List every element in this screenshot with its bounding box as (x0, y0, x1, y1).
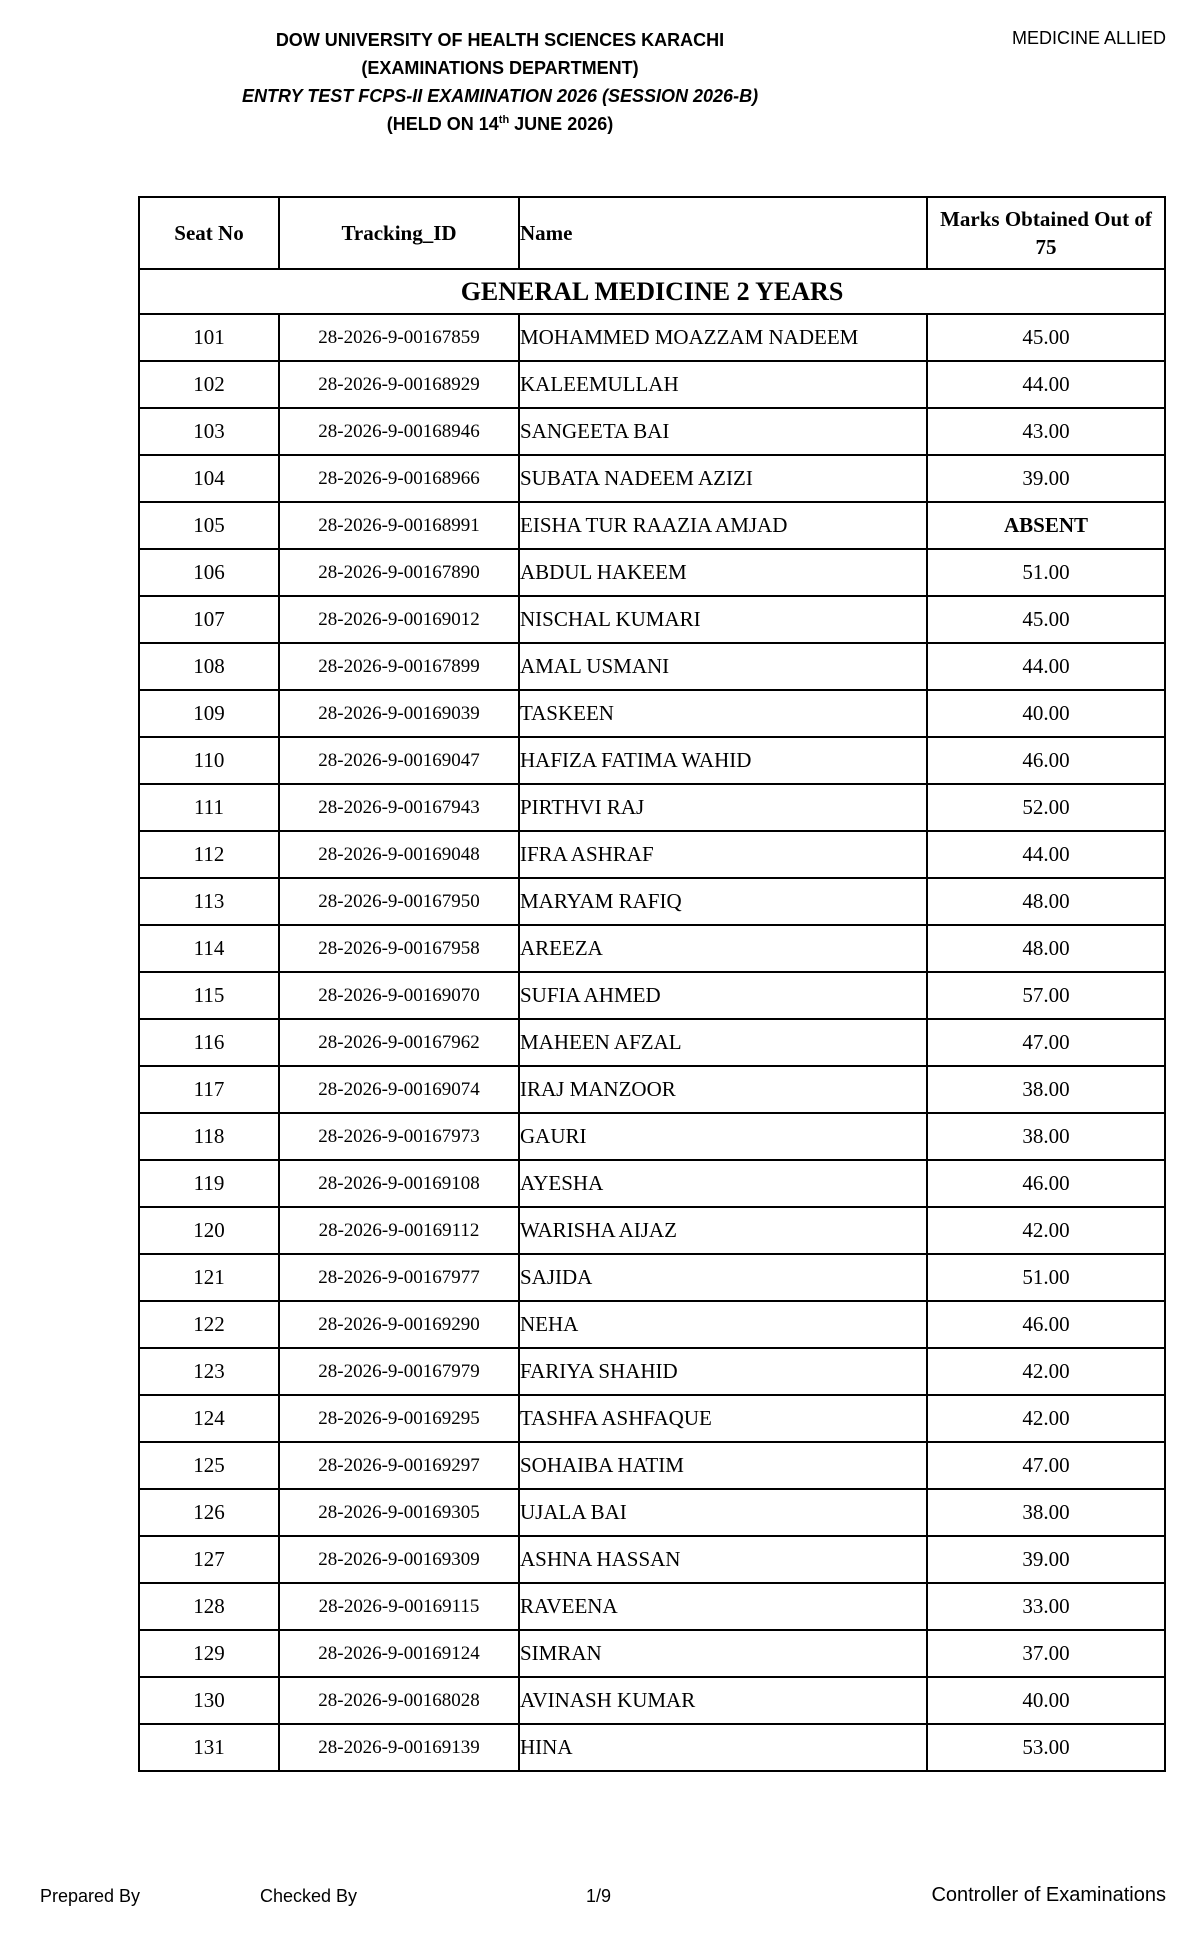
table-row (139, 455, 1165, 502)
table-row (139, 1677, 1165, 1724)
tracking-id-cell: 28-2026-9-00169139 (279, 1724, 519, 1771)
table-row (139, 361, 1165, 408)
column-header-tracking-id: Tracking_ID (279, 197, 519, 269)
marks-cell: 46.00 (927, 737, 1165, 784)
table-row (139, 878, 1165, 925)
seat-no-cell: 106 (139, 549, 279, 596)
table-row (139, 1254, 1165, 1301)
tracking-id-cell: 28-2026-9-00167977 (279, 1254, 519, 1301)
tracking-id-cell: 28-2026-9-00168966 (279, 455, 519, 502)
seat-no-cell: 103 (139, 408, 279, 455)
marks-cell: 42.00 (927, 1395, 1165, 1442)
name-cell: KALEEMULLAH (519, 361, 927, 408)
table-row (139, 737, 1165, 784)
table-row (139, 1395, 1165, 1442)
tracking-id-cell: 28-2026-9-00167943 (279, 784, 519, 831)
tracking-id-cell: 28-2026-9-00168028 (279, 1677, 519, 1724)
page-number: 1/9 (586, 1886, 612, 1906)
seat-no-cell: 123 (139, 1348, 279, 1395)
tracking-id-cell: 28-2026-9-00169309 (279, 1536, 519, 1583)
tracking-id-cell: 28-2026-9-00167958 (279, 925, 519, 972)
marks-cell: 51.00 (927, 549, 1165, 596)
marks-cell: 47.00 (927, 1019, 1165, 1066)
seat-no-cell: 112 (139, 831, 279, 878)
tracking-id-cell: 28-2026-9-00168929 (279, 361, 519, 408)
marks-cell: 39.00 (927, 1536, 1165, 1583)
marks-cell: 45.00 (927, 596, 1165, 643)
marks-cell: 47.00 (927, 1442, 1165, 1489)
name-cell: NEHA (519, 1301, 927, 1348)
table-row (139, 690, 1165, 737)
marks-cell: 33.00 (927, 1583, 1165, 1630)
tracking-id-cell: 28-2026-9-00169297 (279, 1442, 519, 1489)
seat-no-cell: 107 (139, 596, 279, 643)
name-cell: AMAL USMANI (519, 643, 927, 690)
seat-no-cell: 129 (139, 1630, 279, 1677)
tracking-id-cell: 28-2026-9-00167950 (279, 878, 519, 925)
seat-no-cell: 127 (139, 1536, 279, 1583)
table-row (139, 784, 1165, 831)
tracking-id-cell: 28-2026-9-00167973 (279, 1113, 519, 1160)
marks-cell: 48.00 (927, 925, 1165, 972)
university-name: DOW UNIVERSITY OF HEALTH SCIENCES KARACHI (275, 30, 725, 50)
seat-no-cell: 110 (139, 737, 279, 784)
marks-cell: 42.00 (927, 1207, 1165, 1254)
seat-no-cell: 124 (139, 1395, 279, 1442)
name-cell: UJALA BAI (519, 1489, 927, 1536)
tracking-id-cell: 28-2026-9-00169070 (279, 972, 519, 1019)
table-row (139, 502, 1165, 549)
section-title: GENERAL MEDICINE 2 YEARS (139, 269, 1165, 314)
name-cell: FARIYA SHAHID (519, 1348, 927, 1395)
marks-cell: 42.00 (927, 1348, 1165, 1395)
name-cell: ASHNA HASSAN (519, 1536, 927, 1583)
seat-no-cell: 119 (139, 1160, 279, 1207)
marks-cell: 40.00 (927, 690, 1165, 737)
category-label: MEDICINE ALLIED (1011, 28, 1166, 48)
exam-date-prefix: (HELD ON 14 (386, 114, 499, 134)
name-cell: WARISHA AIJAZ (519, 1207, 927, 1254)
marks-cell: 38.00 (927, 1066, 1165, 1113)
table-row (139, 1066, 1165, 1113)
table-row (139, 549, 1165, 596)
marks-cell: 44.00 (927, 831, 1165, 878)
seat-no-cell: 117 (139, 1066, 279, 1113)
name-cell: PIRTHVI RAJ (519, 784, 927, 831)
seat-no-cell: 126 (139, 1489, 279, 1536)
seat-no-cell: 101 (139, 314, 279, 361)
name-cell: MOHAMMED MOAZZAM NADEEM (519, 314, 927, 361)
table-row (139, 1583, 1165, 1630)
marks-cell: 39.00 (927, 455, 1165, 502)
marks-cell: 51.00 (927, 1254, 1165, 1301)
section-row (139, 269, 1165, 314)
marks-cell: 38.00 (927, 1113, 1165, 1160)
tracking-id-cell: 28-2026-9-00169112 (279, 1207, 519, 1254)
marks-cell: 43.00 (927, 408, 1165, 455)
seat-no-cell: 102 (139, 361, 279, 408)
table-row (139, 596, 1165, 643)
tracking-id-cell: 28-2026-9-00169047 (279, 737, 519, 784)
name-cell: SAJIDA (519, 1254, 927, 1301)
table-row (139, 1442, 1165, 1489)
table-row (139, 314, 1165, 361)
table-row (139, 1348, 1165, 1395)
name-cell: ABDUL HAKEEM (519, 549, 927, 596)
seat-no-cell: 121 (139, 1254, 279, 1301)
name-cell: SANGEETA BAI (519, 408, 927, 455)
name-cell: SOHAIBA HATIM (519, 1442, 927, 1489)
tracking-id-cell: 28-2026-9-00167962 (279, 1019, 519, 1066)
seat-no-cell: 105 (139, 502, 279, 549)
seat-no-cell: 116 (139, 1019, 279, 1066)
table-row (139, 1019, 1165, 1066)
marks-cell: 46.00 (927, 1301, 1165, 1348)
table-header-row (139, 197, 1165, 269)
column-header-name: Name (519, 197, 927, 269)
tracking-id-cell: 28-2026-9-00169012 (279, 596, 519, 643)
name-cell: AVINASH KUMAR (519, 1677, 927, 1724)
tracking-id-cell: 28-2026-9-00169048 (279, 831, 519, 878)
marks-cell: 53.00 (927, 1724, 1165, 1771)
marks-cell: 52.00 (927, 784, 1165, 831)
seat-no-cell: 113 (139, 878, 279, 925)
name-cell: HINA (519, 1724, 927, 1771)
seat-no-cell: 104 (139, 455, 279, 502)
seat-no-cell: 111 (139, 784, 279, 831)
prepared-by-label: Prepared By (40, 1886, 141, 1906)
tracking-id-cell: 28-2026-9-00169115 (279, 1583, 519, 1630)
table-row (139, 831, 1165, 878)
tracking-id-cell: 28-2026-9-00169290 (279, 1301, 519, 1348)
name-cell: SUBATA NADEEM AZIZI (519, 455, 927, 502)
table-row (139, 1724, 1165, 1771)
seat-no-cell: 109 (139, 690, 279, 737)
tracking-id-cell: 28-2026-9-00167859 (279, 314, 519, 361)
seat-no-cell: 118 (139, 1113, 279, 1160)
tracking-id-cell: 28-2026-9-00168946 (279, 408, 519, 455)
tracking-id-cell: 28-2026-9-00169074 (279, 1066, 519, 1113)
name-cell: IFRA ASHRAF (519, 831, 927, 878)
exam-title: ENTRY TEST FCPS-II EXAMINATION 2026 (SESSION 2026-B) (241, 86, 759, 106)
tracking-id-cell: 28-2026-9-00169305 (279, 1489, 519, 1536)
table-row (139, 1536, 1165, 1583)
table-row (139, 1301, 1165, 1348)
name-cell: AYESHA (519, 1160, 927, 1207)
seat-no-cell: 128 (139, 1583, 279, 1630)
marks-cell: 48.00 (927, 878, 1165, 925)
exam-date-ordinal: th (498, 114, 510, 126)
seat-no-cell: 130 (139, 1677, 279, 1724)
table-row (139, 643, 1165, 690)
marks-cell: 57.00 (927, 972, 1165, 1019)
seat-no-cell: 122 (139, 1301, 279, 1348)
name-cell: AREEZA (519, 925, 927, 972)
table-row (139, 1630, 1165, 1677)
controller-label: Controller of Examinations (931, 1884, 1166, 1906)
name-cell: HAFIZA FATIMA WAHID (519, 737, 927, 784)
tracking-id-cell: 28-2026-9-00169108 (279, 1160, 519, 1207)
tracking-id-cell: 28-2026-9-00167890 (279, 549, 519, 596)
seat-no-cell: 108 (139, 643, 279, 690)
table-row (139, 1489, 1165, 1536)
name-cell: TASHFA ASHFAQUE (519, 1395, 927, 1442)
marks-cell: 46.00 (927, 1160, 1165, 1207)
name-cell: EISHA TUR RAAZIA AMJAD (519, 502, 927, 549)
tracking-id-cell: 28-2026-9-00168991 (279, 502, 519, 549)
tracking-id-cell: 28-2026-9-00169124 (279, 1630, 519, 1677)
marks-cell: 45.00 (927, 314, 1165, 361)
department-name: (EXAMINATIONS DEPARTMENT) (361, 58, 639, 78)
name-cell: MARYAM RAFIQ (519, 878, 927, 925)
table-row (139, 1160, 1165, 1207)
name-cell: RAVEENA (519, 1583, 927, 1630)
tracking-id-cell: 28-2026-9-00169039 (279, 690, 519, 737)
seat-no-cell: 131 (139, 1724, 279, 1771)
column-header-marks: Marks Obtained Out of 75 (927, 197, 1165, 269)
name-cell: NISCHAL KUMARI (519, 596, 927, 643)
table-row (139, 1113, 1165, 1160)
seat-no-cell: 125 (139, 1442, 279, 1489)
name-cell: GAURI (519, 1113, 927, 1160)
results-table (138, 196, 1166, 1772)
table-row (139, 1207, 1165, 1254)
name-cell: IRAJ MANZOOR (519, 1066, 927, 1113)
marks-cell: 38.00 (927, 1489, 1165, 1536)
name-cell: SUFIA AHMED (519, 972, 927, 1019)
name-cell: MAHEEN AFZAL (519, 1019, 927, 1066)
table-row (139, 972, 1165, 1019)
exam-date (0, 110, 1200, 138)
seat-no-cell: 115 (139, 972, 279, 1019)
marks-cell: 44.00 (927, 643, 1165, 690)
table-row (139, 925, 1165, 972)
marks-cell: 37.00 (927, 1630, 1165, 1677)
marks-cell: 44.00 (927, 361, 1165, 408)
name-cell: SIMRAN (519, 1630, 927, 1677)
marks-cell: ABSENT (927, 502, 1165, 549)
tracking-id-cell: 28-2026-9-00167899 (279, 643, 519, 690)
name-cell: TASKEEN (519, 690, 927, 737)
marks-cell: 40.00 (927, 1677, 1165, 1724)
tracking-id-cell: 28-2026-9-00167979 (279, 1348, 519, 1395)
column-header-seat-no: Seat No (139, 197, 279, 269)
exam-date-suffix: JUNE 2026) (509, 114, 614, 134)
seat-no-cell: 120 (139, 1207, 279, 1254)
seat-no-cell: 114 (139, 925, 279, 972)
checked-by-label: Checked By (260, 1886, 358, 1906)
tracking-id-cell: 28-2026-9-00169295 (279, 1395, 519, 1442)
table-row (139, 408, 1165, 455)
